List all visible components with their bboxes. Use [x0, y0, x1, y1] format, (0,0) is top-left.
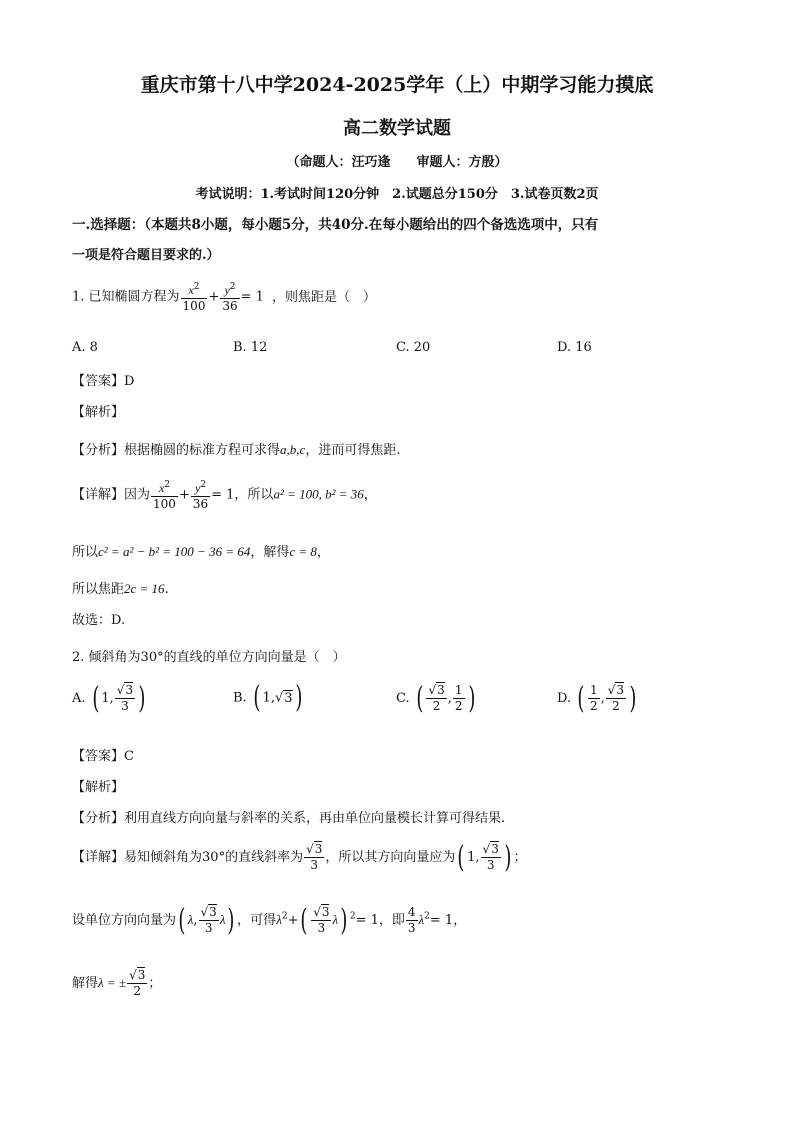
fenxi-text: 利用直线方向向量与斜率的关系，再由单位向量模长计算可得结果. — [124, 811, 506, 826]
q2-option-c: C. ( $\frac{√3}{2}$ , $\frac{1}{2}$ ) — [396, 680, 475, 716]
q2-answer — [72, 745, 134, 764]
q1-option-c: C. 20 — [396, 340, 431, 355]
page-title: 重庆市第十八中学2024-2025学年（上）中期学习能力摸底 — [140, 74, 654, 96]
q1-choose: 故选：D. — [72, 613, 126, 628]
fenxi-tag: 【分析】 — [72, 811, 125, 826]
fenxi-tag: 【分析】 — [72, 443, 125, 458]
q1-option-d: D. 16 — [557, 340, 592, 355]
set-b: ，可得 — [237, 913, 277, 928]
q2-suffix: 的直线的单位方向向量是（ ） — [163, 650, 346, 665]
line2-end: ， — [316, 545, 330, 560]
q1-line3 — [72, 578, 169, 597]
q2-option-b: B. ( 1,√3) — [233, 680, 302, 715]
line3-eq: 2c = 16 — [124, 581, 165, 596]
line2-mid: ，解得 — [250, 545, 290, 560]
line3-text: 所以焦距 — [72, 582, 125, 597]
q2-set: 设单位方向向量为( λ, $\frac{√3}{3}$ λ) ，可得$\lambda^2+$( $\frac{√3}{3}$ λ) $^2$= 1，即 $\frac{4}{3}$ $\lambda^2= 1$， — [72, 902, 467, 938]
detail-eq: a² = 100, b² = 36 — [273, 486, 364, 502]
detail-angle: 30° — [202, 850, 226, 865]
q2-solve: 解得λ = ± $\frac{√3}{2}$ ； — [72, 968, 162, 998]
solve-eq: λ = ± — [98, 975, 127, 990]
line2-sol: c = 8 — [289, 544, 317, 559]
fenxi-end: ，进而可得焦距. — [305, 443, 401, 458]
question-1: 1. 已知椭圆方程为 $\frac{x^2}{100}$ + $\frac{y^2}{36}$ = 1 ，则焦距是（ ） — [72, 282, 376, 313]
set-a: 设单位方向向量为 — [72, 913, 177, 928]
answer-tag: 【答案】 — [72, 749, 125, 764]
line2-eq: c² = a² − b² = 100 − 36 = 64 — [98, 544, 251, 559]
section-heading-line1: 一.选择题：（本题共8小题，每小题5分，共40分.在每小题给出的四个备选选项中，只有 — [72, 217, 599, 233]
section-heading-line2: 一项是符合题目要求的.） — [72, 248, 220, 263]
fenxi-text: 根据椭圆的标准方程可求得 — [124, 443, 281, 458]
question-2 — [72, 646, 346, 665]
q1-option-b: B. 12 — [233, 340, 268, 355]
answer-tag: 【答案】 — [72, 374, 125, 389]
set-d: ， — [453, 913, 467, 928]
detail-tag: 【详解】 — [72, 487, 125, 503]
q1-fenxi — [72, 439, 400, 458]
detail-d: ； — [513, 850, 527, 865]
fenxi-vars: a,b,c — [280, 442, 306, 457]
detail-end: ， — [363, 487, 377, 503]
answer-value: C — [124, 749, 134, 764]
q1-suffix: ，则焦距是（ ） — [271, 289, 376, 305]
page-subtitle: 高二数学试题 — [343, 118, 451, 139]
q2-analysis-tag: 【解析】 — [72, 780, 125, 795]
q1-option-a: A. 8 — [72, 340, 98, 355]
q2-detail: 【详解】易知倾斜角为30°的直线斜率为 $\frac{√3}{3}$ ，所以其方向向量应为( 1, $\frac{√3}{3}$ ) ； — [72, 839, 527, 875]
q1-frac-x: $\frac{x^2}{100}$ — [182, 282, 206, 313]
detail-mid: ，所以 — [234, 487, 274, 503]
detail-b: 的直线斜率为 — [225, 850, 304, 865]
detail-prefix: 因为 — [124, 487, 151, 503]
exam-note: 考试说明：1.考试时间120分钟 2.试题总分150分 3.试卷页数2页 — [195, 187, 599, 202]
q2-option-d: D. ( $\frac{1}{2}$ , $\frac{√3}{2}$ ) — [557, 680, 637, 716]
solve-a: 解得 — [72, 976, 99, 991]
detail-a: 易知倾斜角为 — [124, 850, 203, 865]
q1-detail: 【详解】因为 $\frac{x^2}{100}$ + $\frac{y^2}{36}$ = 1，所以a² = 100, b² = 36， — [72, 480, 377, 511]
q1-frac-y: $\frac{y^2}{36}$ — [222, 282, 238, 313]
q1-answer — [72, 370, 134, 389]
detail-frac-y: $\frac{y^2}{36}$ — [192, 480, 209, 511]
q1-line2 — [72, 541, 330, 560]
solve-end: ； — [148, 976, 162, 991]
set-c: ，即 — [378, 913, 405, 928]
line2-prefix: 所以 — [72, 545, 99, 560]
q1-prefix: 1. 已知椭圆方程为 — [72, 289, 180, 305]
detail-c: ，所以其方向向量应为 — [325, 850, 456, 865]
authors-line: （命题人：汪巧逢 审题人：方殷） — [286, 155, 508, 170]
q2-angle: 30° — [140, 650, 164, 665]
line3-end: . — [164, 582, 169, 597]
detail-frac-x: $\frac{x^2}{100}$ — [153, 480, 176, 511]
q2-prefix: 2. 倾斜角为 — [72, 650, 141, 665]
q2-fenxi — [72, 807, 505, 826]
answer-value: D — [124, 374, 135, 389]
q2-option-a: A. ( 1, $\frac{√3}{3}$ ) — [72, 680, 146, 716]
q1-analysis-tag: 【解析】 — [72, 405, 125, 420]
detail-tag: 【详解】 — [72, 850, 125, 865]
